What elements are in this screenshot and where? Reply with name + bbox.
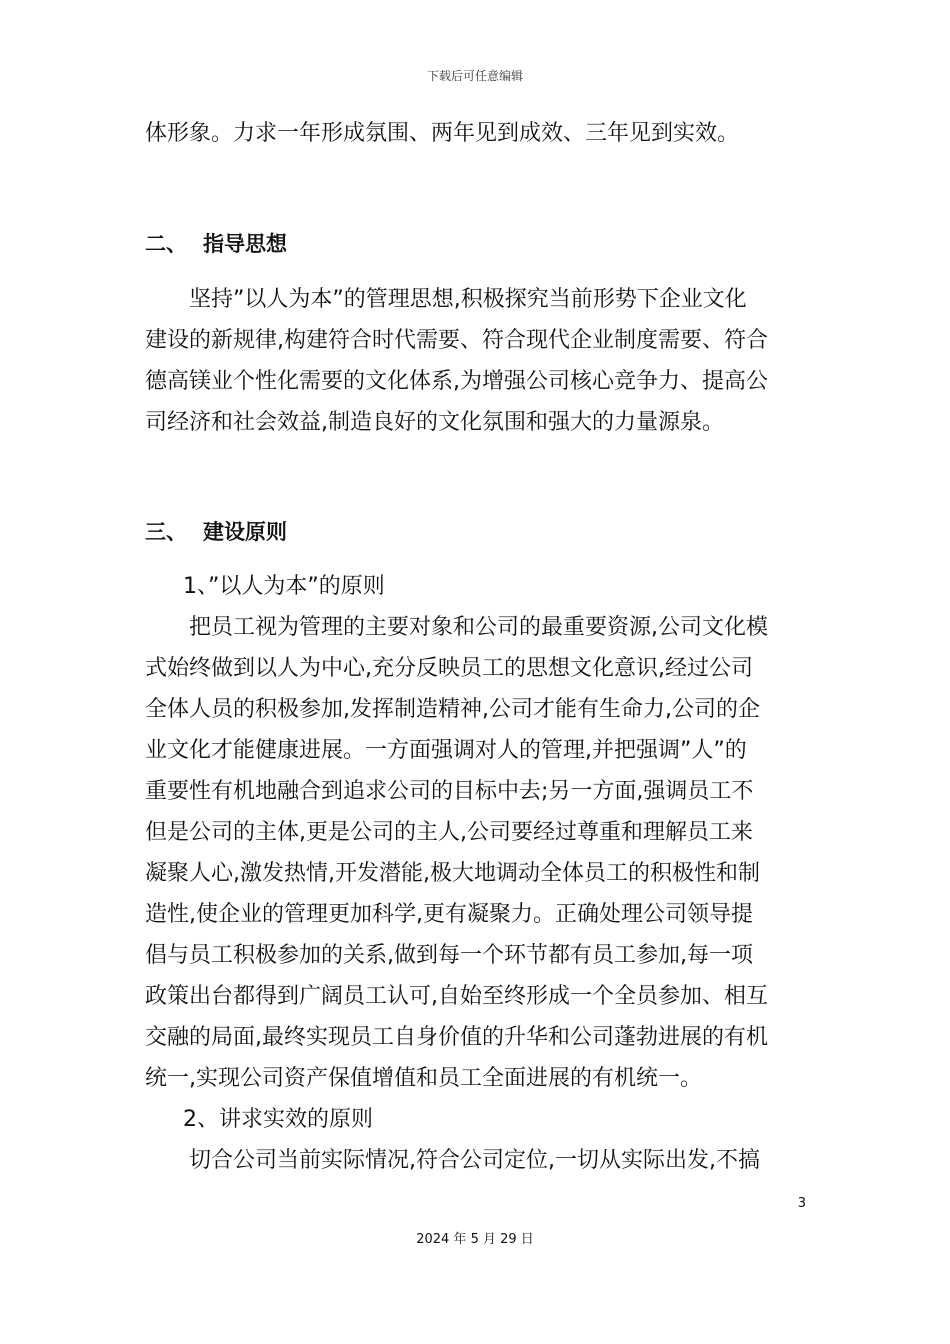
heading-title: 建设原则 [203, 520, 287, 544]
paragraph-line: 体形象。力求一年形成氛围、两年见到成效、三年见到实效。 [145, 121, 740, 146]
paragraph-line: 统一,实现公司资产保值增值和员工全面进展的有机统一。 [145, 1066, 702, 1091]
section-3-content [145, 566, 807, 1181]
page-number: 3 [797, 1196, 806, 1211]
paragraph-line: 业文化才能健康进展。一方面强调对人的管理,并把强调”人”的 [145, 738, 747, 763]
paragraph-line: 式始终做到以人为中心,充分反映员工的思想文化意识,经过公司 [145, 656, 753, 681]
paragraph-line: 把员工视为管理的主要对象和公司的最重要资源,公司文化模 [189, 615, 768, 640]
paragraph-line: 但是公司的主体,更是公司的主人,公司要经过尊重和理解员工来 [145, 820, 753, 845]
section-heading-2 [145, 224, 807, 265]
paragraph-line: 重要性有机地融合到追求公司的目标中去;另一方面,强调员工不 [145, 779, 754, 804]
heading-number: 三、 [145, 520, 187, 544]
section-2-paragraph [145, 279, 807, 443]
document-body [145, 113, 807, 154]
paragraph-line: 切合公司当前实际情况,符合公司定位,一切从实际出发,不搞 [189, 1148, 760, 1173]
section-heading-3 [145, 512, 807, 553]
paragraph-line: 造性,使企业的管理更加科学,更有凝聚力。正确处理公司领导提 [145, 902, 753, 927]
heading-number: 二、 [145, 232, 187, 256]
paragraph-line: 凝聚人心,激发热情,开发潜能,极大地调动全体员工的积极性和制 [145, 861, 760, 886]
heading-title: 指导思想 [203, 232, 287, 256]
page-header: 下载后可任意编辑 [426, 69, 523, 83]
paragraph-line: 倡与员工积极参加的关系,做到每一个环节都有员工参加,每一项 [145, 943, 753, 968]
paragraph-line: 全体人员的积极参加,发挥制造精神,公司才能有生命力,公司的企 [145, 697, 760, 722]
subheading: 2、讲求实效的原则 [183, 1107, 373, 1132]
paragraph-line: 坚持”以人为本”的管理思想,积极探究当前形势下企业文化 [189, 287, 747, 312]
subheading: 1、”以人为本”的原则 [183, 574, 385, 599]
paragraph-line: 交融的局面,最终实现员工自身价值的升华和公司蓬勃进展的有机 [145, 1025, 768, 1050]
page-footer-date: 2024 年 5 月 29 日 [416, 1232, 534, 1247]
paragraph-line: 政策出台都得到广阔员工认可,自始至终形成一个全员参加、相互 [145, 984, 768, 1009]
paragraph-line: 建设的新规律,构建符合时代需要、符合现代企业制度需要、符合 [145, 328, 768, 353]
paragraph-line: 司经济和社会效益,制造良好的文化氛围和强大的力量源泉。 [145, 410, 724, 435]
paragraph-line: 德高镁业个性化需要的文化体系,为增强公司核心竞争力、提高公 [145, 369, 768, 394]
